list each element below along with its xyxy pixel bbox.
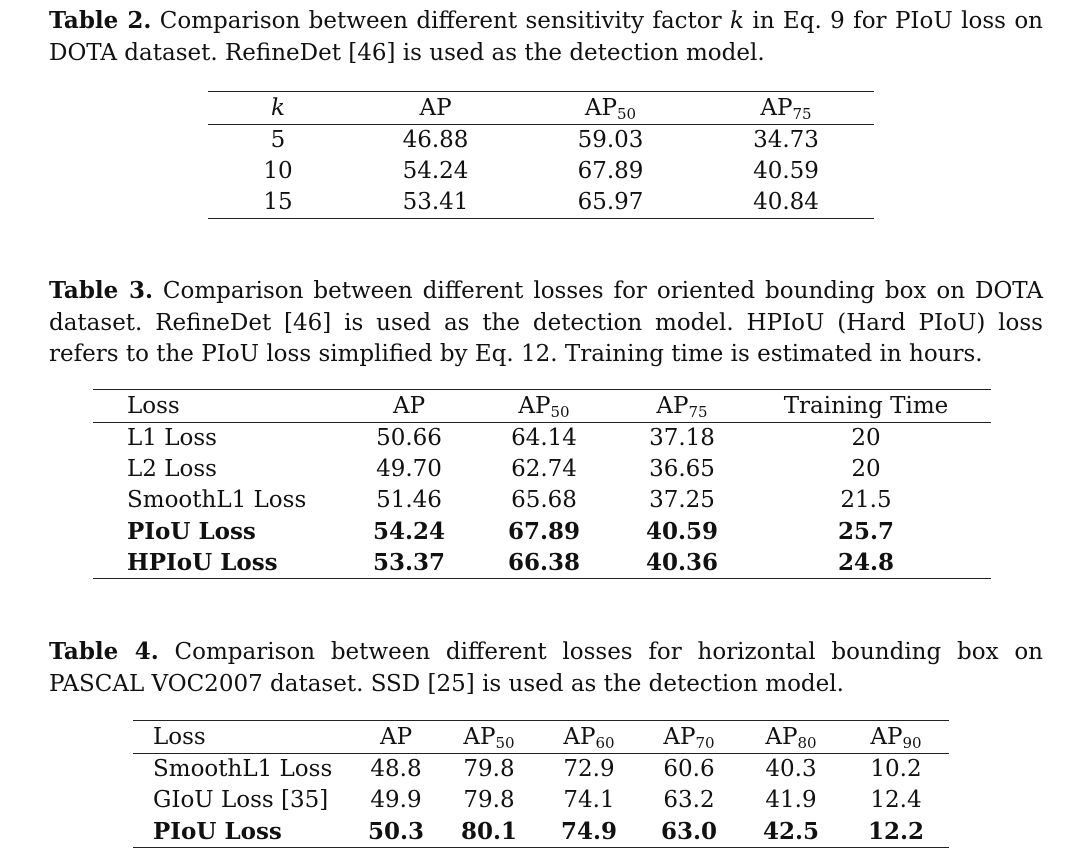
table3-cell-time: 20 xyxy=(851,425,881,451)
table3-cell-time: 24.8 xyxy=(741,547,991,579)
table-row xyxy=(93,485,991,516)
table-row xyxy=(133,816,949,848)
table4-cell-ap60: 74.1 xyxy=(563,787,615,813)
table3-header-row xyxy=(93,390,991,423)
table4-header-ap90: $AP_{90}$ xyxy=(843,721,949,754)
table2-header-row xyxy=(208,92,874,125)
table4-header-ap: AP xyxy=(353,721,439,754)
table3-cell-ap75: 36.65 xyxy=(649,456,715,482)
table2-cell-ap75: 40.84 xyxy=(698,187,874,219)
table4-cell-loss: PIoU Loss xyxy=(133,816,353,848)
table3-cell-loss: PIoU Loss xyxy=(127,518,256,545)
table3-cell-ap50: 65.68 xyxy=(511,487,577,513)
table4-cell-ap70: 63.2 xyxy=(663,787,715,813)
table3-cell-ap: 54.24 xyxy=(372,518,446,545)
table2-caption: Table 2. Comparison between different sensitivity factor k in Eq. 9 for PIoU loss on DOTA dataset. RefineDet [46] is used as the detection model. xyxy=(49,7,1043,66)
table4-header-row xyxy=(133,721,949,754)
table4-cell-ap90: 12.2 xyxy=(843,816,949,848)
table4-header-loss: Loss xyxy=(133,721,353,754)
table2-caption-label: Table 2. xyxy=(49,7,152,34)
table2-header-ap: AP xyxy=(348,92,523,125)
table-row xyxy=(208,125,874,157)
table3-header-loss: Loss xyxy=(93,390,353,423)
table3-caption: Table 3. Comparison between different losses for oriented bounding box on DOTA dataset. RefineDet [46] is used as the detection model. HPIoU (Hard PIoU) loss refers to the PIoU loss simplified by Eq. 12. Training time is estimated in hours. xyxy=(49,277,1043,367)
table3-cell-time: 25.7 xyxy=(837,518,895,545)
table2-header-ap50: $AP_{50}$ xyxy=(523,92,698,125)
table4-cell-ap90: 12.4 xyxy=(870,787,922,813)
table2-header-k: k xyxy=(208,92,348,125)
table4-cell-ap60: 72.9 xyxy=(563,756,615,782)
table3-cell-ap: 50.66 xyxy=(376,425,442,451)
table-row xyxy=(93,454,991,485)
table3-cell-ap75: 37.25 xyxy=(649,487,715,513)
table3-cell-loss: L2 Loss xyxy=(127,456,217,482)
table2 xyxy=(208,91,874,219)
table3-cell-ap50: 64.14 xyxy=(511,425,577,451)
table2-cell-ap50: 65.97 xyxy=(523,187,698,219)
table-row xyxy=(93,516,991,547)
table4-cell-loss: SmoothL1 Loss xyxy=(153,756,333,782)
table3-cell-loss: HPIoU Loss xyxy=(93,547,353,579)
table3-cell-loss: L1 Loss xyxy=(127,425,217,451)
table2-cell-k: 15 xyxy=(208,187,348,219)
table3-cell-ap50: 67.89 xyxy=(507,518,581,545)
table3-cell-ap75: 37.18 xyxy=(649,425,715,451)
table3-cell-loss: SmoothL1 Loss xyxy=(127,487,307,513)
table3-cell-time: 21.5 xyxy=(840,487,892,513)
table4 xyxy=(133,720,949,848)
table4-cell-ap50: 80.1 xyxy=(439,816,539,848)
table2-cell-ap: 53.41 xyxy=(348,187,523,219)
table2-cell-ap50: 59.03 xyxy=(577,127,644,153)
table3-cell-ap: 49.70 xyxy=(376,456,442,482)
table-row xyxy=(133,754,949,786)
table4-cell-ap90: 10.2 xyxy=(870,756,922,782)
table3-cell-ap: 53.37 xyxy=(353,547,465,579)
table4-header-ap80: $AP_{80}$ xyxy=(739,721,843,754)
table3-cell-ap50: 62.74 xyxy=(511,456,577,482)
table4-cell-ap50: 79.8 xyxy=(463,756,515,782)
table4-caption-label: Table 4. xyxy=(49,638,159,665)
table4-caption: Table 4. Comparison between different losses for horizontal bounding box on PASCAL VOC2007 dataset. SSD [25] is used as the detection model. xyxy=(49,638,1043,697)
table4-header-ap60: $AP_{60}$ xyxy=(539,721,639,754)
table3-cell-ap: 51.46 xyxy=(376,487,442,513)
table-row xyxy=(208,187,874,219)
table2-cell-ap50: 67.89 xyxy=(577,158,644,184)
table-row xyxy=(93,547,991,579)
table4-cell-ap: 50.3 xyxy=(353,816,439,848)
table2-cell-k: 5 xyxy=(270,127,286,153)
table2-header-ap75: $AP_{75}$ xyxy=(698,92,874,125)
table4-header-ap70: $AP_{70}$ xyxy=(639,721,739,754)
table4-header-ap50: $AP_{50}$ xyxy=(439,721,539,754)
table3-header-ap75: $AP_{75}$ xyxy=(623,390,741,423)
table-row xyxy=(93,423,991,455)
table4-cell-ap80: 41.9 xyxy=(765,787,817,813)
table4-cell-ap70: 63.0 xyxy=(639,816,739,848)
table2-cell-k: 10 xyxy=(263,158,293,184)
table4-cell-ap50: 79.8 xyxy=(463,787,515,813)
table3-header-ap50: $AP_{50}$ xyxy=(465,390,623,423)
table2-cell-ap75: 40.59 xyxy=(753,158,819,184)
table4-cell-ap60: 74.9 xyxy=(539,816,639,848)
table3 xyxy=(93,389,991,579)
table2-cell-ap: 46.88 xyxy=(402,127,469,153)
table3-header-time: Training Time xyxy=(741,390,991,423)
table4-cell-ap80: 42.5 xyxy=(739,816,843,848)
table4-cell-ap: 49.9 xyxy=(370,787,422,813)
table2-cell-ap: 54.24 xyxy=(402,158,469,184)
table3-cell-ap50: 66.38 xyxy=(465,547,623,579)
table3-header-ap: AP xyxy=(353,390,465,423)
table3-cell-ap75: 40.59 xyxy=(645,518,719,545)
table3-cell-time: 20 xyxy=(851,456,881,482)
table3-caption-label: Table 3. xyxy=(49,277,153,304)
table4-cell-ap: 48.8 xyxy=(370,756,422,782)
table2-cell-ap75: 34.73 xyxy=(753,127,819,153)
table-row xyxy=(133,785,949,816)
table4-cell-ap80: 40.3 xyxy=(765,756,817,782)
table3-cell-ap75: 40.36 xyxy=(623,547,741,579)
table4-cell-loss: GIoU Loss [35] xyxy=(153,787,329,813)
table4-cell-ap70: 60.6 xyxy=(663,756,715,782)
table-row xyxy=(208,156,874,187)
